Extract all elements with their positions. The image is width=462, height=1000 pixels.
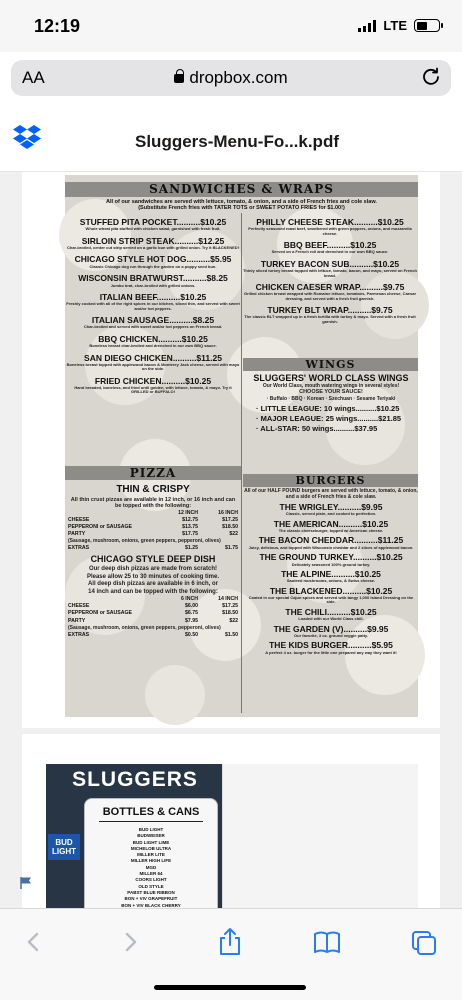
pizza-price-a: $12.75 [182, 516, 198, 523]
pizza-thin-title: THIN & CRISPY [116, 484, 190, 495]
wings-header: WINGS [243, 358, 418, 371]
beer-item: OLD STYLE [138, 883, 164, 889]
dropbox-header [0, 104, 462, 172]
menu-item [65, 218, 241, 232]
wings-title: SLUGGERS' WORLD CLASS WINGS [253, 373, 409, 383]
wing-size: · LITTLE LEAGUE: 10 wings..........$10.25 [256, 403, 400, 413]
wings-sauces: · Buffalo · BBQ · Korean · Szechuan · Sesame Teriyaki [266, 396, 396, 403]
menu-item-name: SIRLOIN STRIP STEAK..........$12.25 [81, 235, 225, 246]
pizza-price-b: $17.25 [222, 516, 238, 523]
back-icon[interactable] [20, 927, 48, 957]
lock-icon [174, 74, 184, 83]
menu-item-name: SAN DIEGO CHICKEN..........$11.25 [84, 352, 222, 363]
file-title: Sluggers-Menu-Fo...k.pdf [135, 132, 339, 151]
sluggers-drink-menu [46, 764, 224, 924]
blank-cell [68, 511, 158, 517]
pizza-extras-row [68, 633, 238, 639]
menu-item-name: THE ALPINE..........$10.25 [281, 568, 381, 579]
burgers-intro: All of our HALF POUND burgers are served with lettuce, tomato, & onion, and a side of French fries & cole slaw. [244, 488, 418, 500]
menu-item-name: THE GARDEN (V)..........$9.95 [273, 623, 389, 634]
menu-item-desc: Whole wheat pita stuffed with chicken salad, garnished with fresh fruit. [85, 226, 221, 232]
status-time: 12:19 [34, 16, 81, 36]
pizza-size-header [68, 597, 238, 603]
menu-item-desc: Char-broiled, center cut strip served on a garlic bun with grilled onion. Try it BLACKENED! [66, 245, 240, 251]
beer-item: MGD [145, 864, 157, 870]
column-divider [241, 213, 242, 713]
menu-item-name: ITALIAN SAUSAGE..........$8.25 [91, 315, 215, 326]
pdf-viewer[interactable] [0, 172, 462, 908]
pizza-price-b: $22 [229, 531, 238, 538]
pizza-row [68, 532, 238, 538]
menu-item-desc: Our favorite, 3 oz. ground veggie patty. [294, 632, 368, 638]
menu-item [244, 520, 418, 534]
sandwiches-intro-text: All of our sandwiches are served with lettuce, tomato, & onion, and a side of French fries and cole slaw. [106, 199, 377, 205]
sandwiches-right-column [242, 213, 418, 324]
brand-name: SLUGGERS [72, 768, 198, 791]
wings-desc: Our World Class, mouth watering wings in several styles! [262, 382, 400, 389]
pizza-row [68, 611, 238, 617]
page-2-right-area [222, 764, 418, 924]
menu-item-desc: Loaded with our World Class chili. [298, 616, 364, 622]
menu-item [242, 241, 418, 255]
menu-item [242, 260, 418, 278]
pizza-price-b: $18.50 [222, 610, 238, 617]
pizza-extras-row [68, 546, 238, 552]
pizza-extras-label: EXTRAS [68, 631, 90, 638]
sandwiches-sub-note: (Substitute French fries with TATER TOTS or SWEET POTATO FRIES for $1.00!) [138, 205, 345, 212]
burgers-list [244, 503, 418, 655]
bookmarks-icon[interactable] [313, 927, 341, 957]
menu-item [65, 237, 241, 251]
menu-item-desc: Juicy, delicious, and topped with Wisconsin cheddar and 2 slices of applewood bacon. [248, 544, 414, 550]
pizza-row-label: PEPPERONI or SAUSAGE [68, 524, 132, 531]
menu-item [244, 570, 418, 584]
address-bar[interactable] [11, 60, 451, 96]
menu-item [65, 354, 241, 372]
pizza-price-b: $18.50 [222, 524, 238, 531]
wings-sizes [244, 405, 418, 434]
menu-item-name: ITALIAN BEEF..........$10.25 [99, 291, 207, 302]
pizza-thin-desc: All thin crust pizzas are available in 12 inch, or 16 inch and can be topped with the following: [70, 497, 236, 510]
beer-item: BUDWEISER [137, 833, 165, 839]
menu-item-desc: Served on a French roll and drenched in our own BBQ sauce. [271, 249, 389, 255]
menu-item-desc: Jumbo brat, char-broiled with grilled onions. [110, 282, 196, 288]
menu-item [65, 316, 241, 330]
sandwiches-right-list [242, 218, 418, 324]
home-indicator [154, 985, 306, 990]
menu-item-desc: Coated in our special Cajun spices and served with tangy 1,000 Island Dressing on the side. [248, 595, 414, 605]
menu-item [244, 641, 418, 655]
size-col-1: 12 INCH [178, 509, 198, 516]
menu-item [65, 274, 241, 288]
sandwiches-header: SANDWICHES & WRAPS [65, 182, 418, 197]
menu-item-name: THE CHILI..........$10.25 [285, 606, 377, 617]
menu-item-name: TURKEY BACON SUB..........$10.25 [260, 258, 400, 269]
menu-item [65, 377, 241, 395]
menu-item [242, 306, 418, 324]
signal-icon [358, 20, 376, 32]
menu-item [244, 553, 418, 567]
pizza-row-label: CHEESE [68, 516, 90, 523]
deep-dish-line: Our deep dish pizzas are made from scratch! [88, 566, 218, 573]
menu-item [244, 503, 418, 517]
menu-item-desc: Char-broiled and served with sweet and/or hot peppers on French bread. [83, 324, 223, 330]
url-display[interactable] [11, 68, 451, 88]
bottles-title: BOTTLES & CANS [99, 806, 203, 822]
pizza-price-b: $17.25 [222, 603, 238, 610]
menu-item-name: THE KIDS BURGER..........$5.95 [269, 640, 393, 651]
wing-size: · ALL-STAR: 50 wings..........$37.95 [256, 424, 378, 434]
menu-item-name: CHICAGO STYLE HOT DOG..........$5.95 [74, 254, 232, 265]
pizza-extras-b: $1.50 [225, 631, 238, 638]
bottles-panel [84, 798, 218, 924]
deep-dish-line: Please allow 25 to 30 minutes of cooking time. [86, 573, 220, 580]
wings-choose: CHOOSE YOUR SAUCE! [299, 389, 363, 396]
size-col-1: 6 INCH [180, 595, 198, 602]
toppings-note: (Sausage, mushroom, onions, green peppers, pepperoni, olives) [68, 538, 221, 545]
menu-item [244, 608, 418, 622]
menu-item [244, 536, 418, 550]
menu-item-desc: Freshly cooked with all of the right spices in our kitchen, sliced thin, and served with sweet and/or hot peppers. [66, 301, 240, 311]
forward-icon[interactable] [116, 927, 144, 957]
pizza-row-label: PEPPERONI or SAUSAGE [68, 610, 132, 617]
pizza-price-a: $6.00 [185, 603, 198, 610]
menu-item-name: TURKEY BLT WRAP..........$9.75 [267, 305, 393, 316]
menu-item-desc: Thinly sliced turkey breast topped with lettuce, tomato, bacon, and mayo, served on French bread. [242, 268, 418, 278]
menu-item-desc: The classic cheeseburger, topped w/ American cheese. [278, 528, 384, 534]
pizza-extras-label: EXTRAS [68, 545, 90, 552]
pdf-page-2 [22, 734, 440, 924]
size-col-2: 14 INCH [218, 595, 238, 602]
menu-item-desc: Delicately seasoned 100% ground turkey. [291, 561, 371, 567]
burgers-section [244, 489, 418, 655]
menu-item-desc: The classic BLT wrapped up in a fresh tortilla with turkey & mayo. Served with a fresh fruit garnish. [244, 314, 416, 324]
pizza-deep-table [68, 597, 238, 639]
menu-item-name: THE BLACKENED..........$10.25 [269, 585, 393, 596]
pizza-deep-desc [68, 566, 238, 595]
tabs-icon[interactable] [410, 927, 438, 957]
pizza-row [68, 619, 238, 625]
feedback-flag-icon[interactable] [19, 876, 33, 890]
menu-item-name: THE BACON CHEDDAR..........$11.25 [258, 535, 404, 546]
pizza-row [68, 518, 238, 524]
menu-item [242, 218, 418, 236]
pizza-thin-table [68, 511, 238, 553]
menu-item [244, 625, 418, 639]
menu-item-desc: Sauteed mushrooms, onions, & Swiss cheese. [286, 578, 376, 584]
beer-item: BUD LIGHT LIME [132, 839, 170, 845]
beer-item: BON + VIV BLACK CHERRY [121, 902, 181, 908]
pizza-extras-a: $0.50 [185, 631, 198, 638]
menu-item-desc: Boneless breast char-broiled and drenched in our own BBQ sauce. [89, 343, 217, 349]
beer-item: MICHELOB ULTRA [130, 845, 172, 851]
pizza-price-b: $22 [229, 617, 238, 624]
status-indicators [358, 18, 440, 33]
menu-item-name: CHICKEN CAESER WRAP..........$9.75 [255, 281, 405, 292]
sandwiches-intro [69, 199, 414, 211]
pizza-row [68, 525, 238, 531]
menu-image [65, 175, 418, 717]
menu-item-desc: A perfect 4 oz. burger for the little one prepared any way they want it! [265, 649, 397, 655]
menu-item-name: BBQ CHICKEN..........$10.25 [98, 333, 208, 344]
battery-icon [414, 19, 440, 32]
beer-item: MILLER HIGH LIFE [130, 858, 172, 864]
text-size-button[interactable]: AA [22, 68, 45, 87]
menu-item [244, 587, 418, 605]
sandwiches-left-list [65, 218, 241, 395]
beer-item: BUD LIGHT [138, 827, 164, 832]
menu-item-name: BBQ BEEF..........$10.25 [283, 240, 377, 251]
deep-dish-line: All deep dish pizzas are available in 6 inch, or [87, 581, 219, 588]
toppings-note: (Sausage, mushroom, onions, green peppers, pepperoni, olives) [68, 624, 221, 631]
bud-light-logo: BUD LIGHT [48, 834, 80, 860]
pdf-page-1 [22, 172, 440, 728]
menu-item-desc: Classic Chicago dog run through the garden on a poppy seed bun. [89, 263, 217, 269]
pizza-header: PIZZA [65, 466, 241, 480]
menu-item-desc: Classic, served plain, and cooked to perfection. [285, 511, 377, 517]
menu-item-desc: Boneless breast topped with applewood bacon & Monterey Jack cheese, served with mayo on the side. [66, 361, 240, 372]
menu-item-name: THE WRIGLEY..........$9.95 [279, 502, 383, 512]
beer-list [85, 827, 217, 915]
beer-item: COORS LIGHT [135, 877, 167, 883]
beer-item: MILLER 64 [139, 871, 163, 877]
pizza-size-header [68, 511, 238, 517]
pizza-row-label: PARTY [68, 617, 86, 624]
pizza-price-a: $7.95 [185, 617, 198, 624]
status-bar [0, 0, 462, 52]
beer-item: BON + VIV GRAPEFRUIT [124, 896, 178, 902]
wing-size: · MAJOR LEAGUE: 25 wings..........$21.85 [256, 414, 402, 424]
pizza-deep-title: CHICAGO STYLE DEEP DISH [90, 554, 216, 565]
menu-item-name: STUFFED PITA POCKET..........$10.25 [79, 217, 227, 227]
share-icon[interactable] [216, 927, 244, 957]
menu-item-desc: Perfectly seasoned roast beef, smothered with green peppers, onions, and mozzarella cheese. [248, 226, 412, 236]
pizza-row [68, 604, 238, 610]
beer-item: MILLER LITE [137, 852, 165, 858]
size-col-2: 16 INCH [218, 509, 238, 516]
menu-item-name: FRIED CHICKEN..........$10.25 [94, 375, 212, 386]
blank-cell [68, 597, 158, 603]
beer-item: PABST BLUE RIBBON [127, 889, 175, 895]
pizza-extras-b: $1.75 [225, 545, 238, 552]
menu-item-name: PHILLY CHEESE STEAK..........$10.25 [256, 217, 404, 227]
battery-level [417, 22, 428, 30]
pizza-price-a: $6.75 [185, 610, 198, 617]
pizza-price-a: $17.75 [182, 531, 198, 538]
network-type: LTE [383, 18, 407, 33]
sandwiches-left-column [65, 213, 241, 395]
wings-section [244, 374, 418, 434]
menu-item-name: THE AMERICAN..........$10.25 [273, 518, 389, 529]
menu-item [242, 283, 418, 301]
reload-icon[interactable] [421, 66, 441, 86]
menu-item [65, 293, 241, 311]
menu-item-desc: Hand breaded, boneless, and fried until golden, with lettuce, tomato, & mayo. Try it GRILLED or BUFFALO! [74, 385, 232, 395]
pizza-price-a: $13.75 [182, 524, 198, 531]
deep-dish-line: 14 inch and can be topped with the following: [88, 588, 218, 595]
url-text: dropbox.com [189, 68, 288, 87]
menu-item-name: WISCONSIN BRATWURST..........$8.25 [78, 273, 228, 284]
pizza-extras-a: $1.25 [185, 545, 198, 552]
pizza-section [68, 484, 238, 639]
dropbox-logo-icon[interactable] [12, 124, 42, 150]
burgers-header: BURGERS [243, 474, 418, 487]
menu-item-name: THE GROUND TURKEY..........$10.25 [259, 552, 403, 563]
menu-item-desc: Grilled chicken breast wrapped with Romaine lettuce, tomatoes, Parmesan cheese, Caesar dressing, and served with a fresh fruit garnish. [243, 291, 417, 301]
pizza-row-label: PARTY [68, 531, 86, 538]
menu-item [65, 335, 241, 349]
menu-item [65, 255, 241, 269]
pizza-row-label: CHEESE [68, 603, 90, 610]
